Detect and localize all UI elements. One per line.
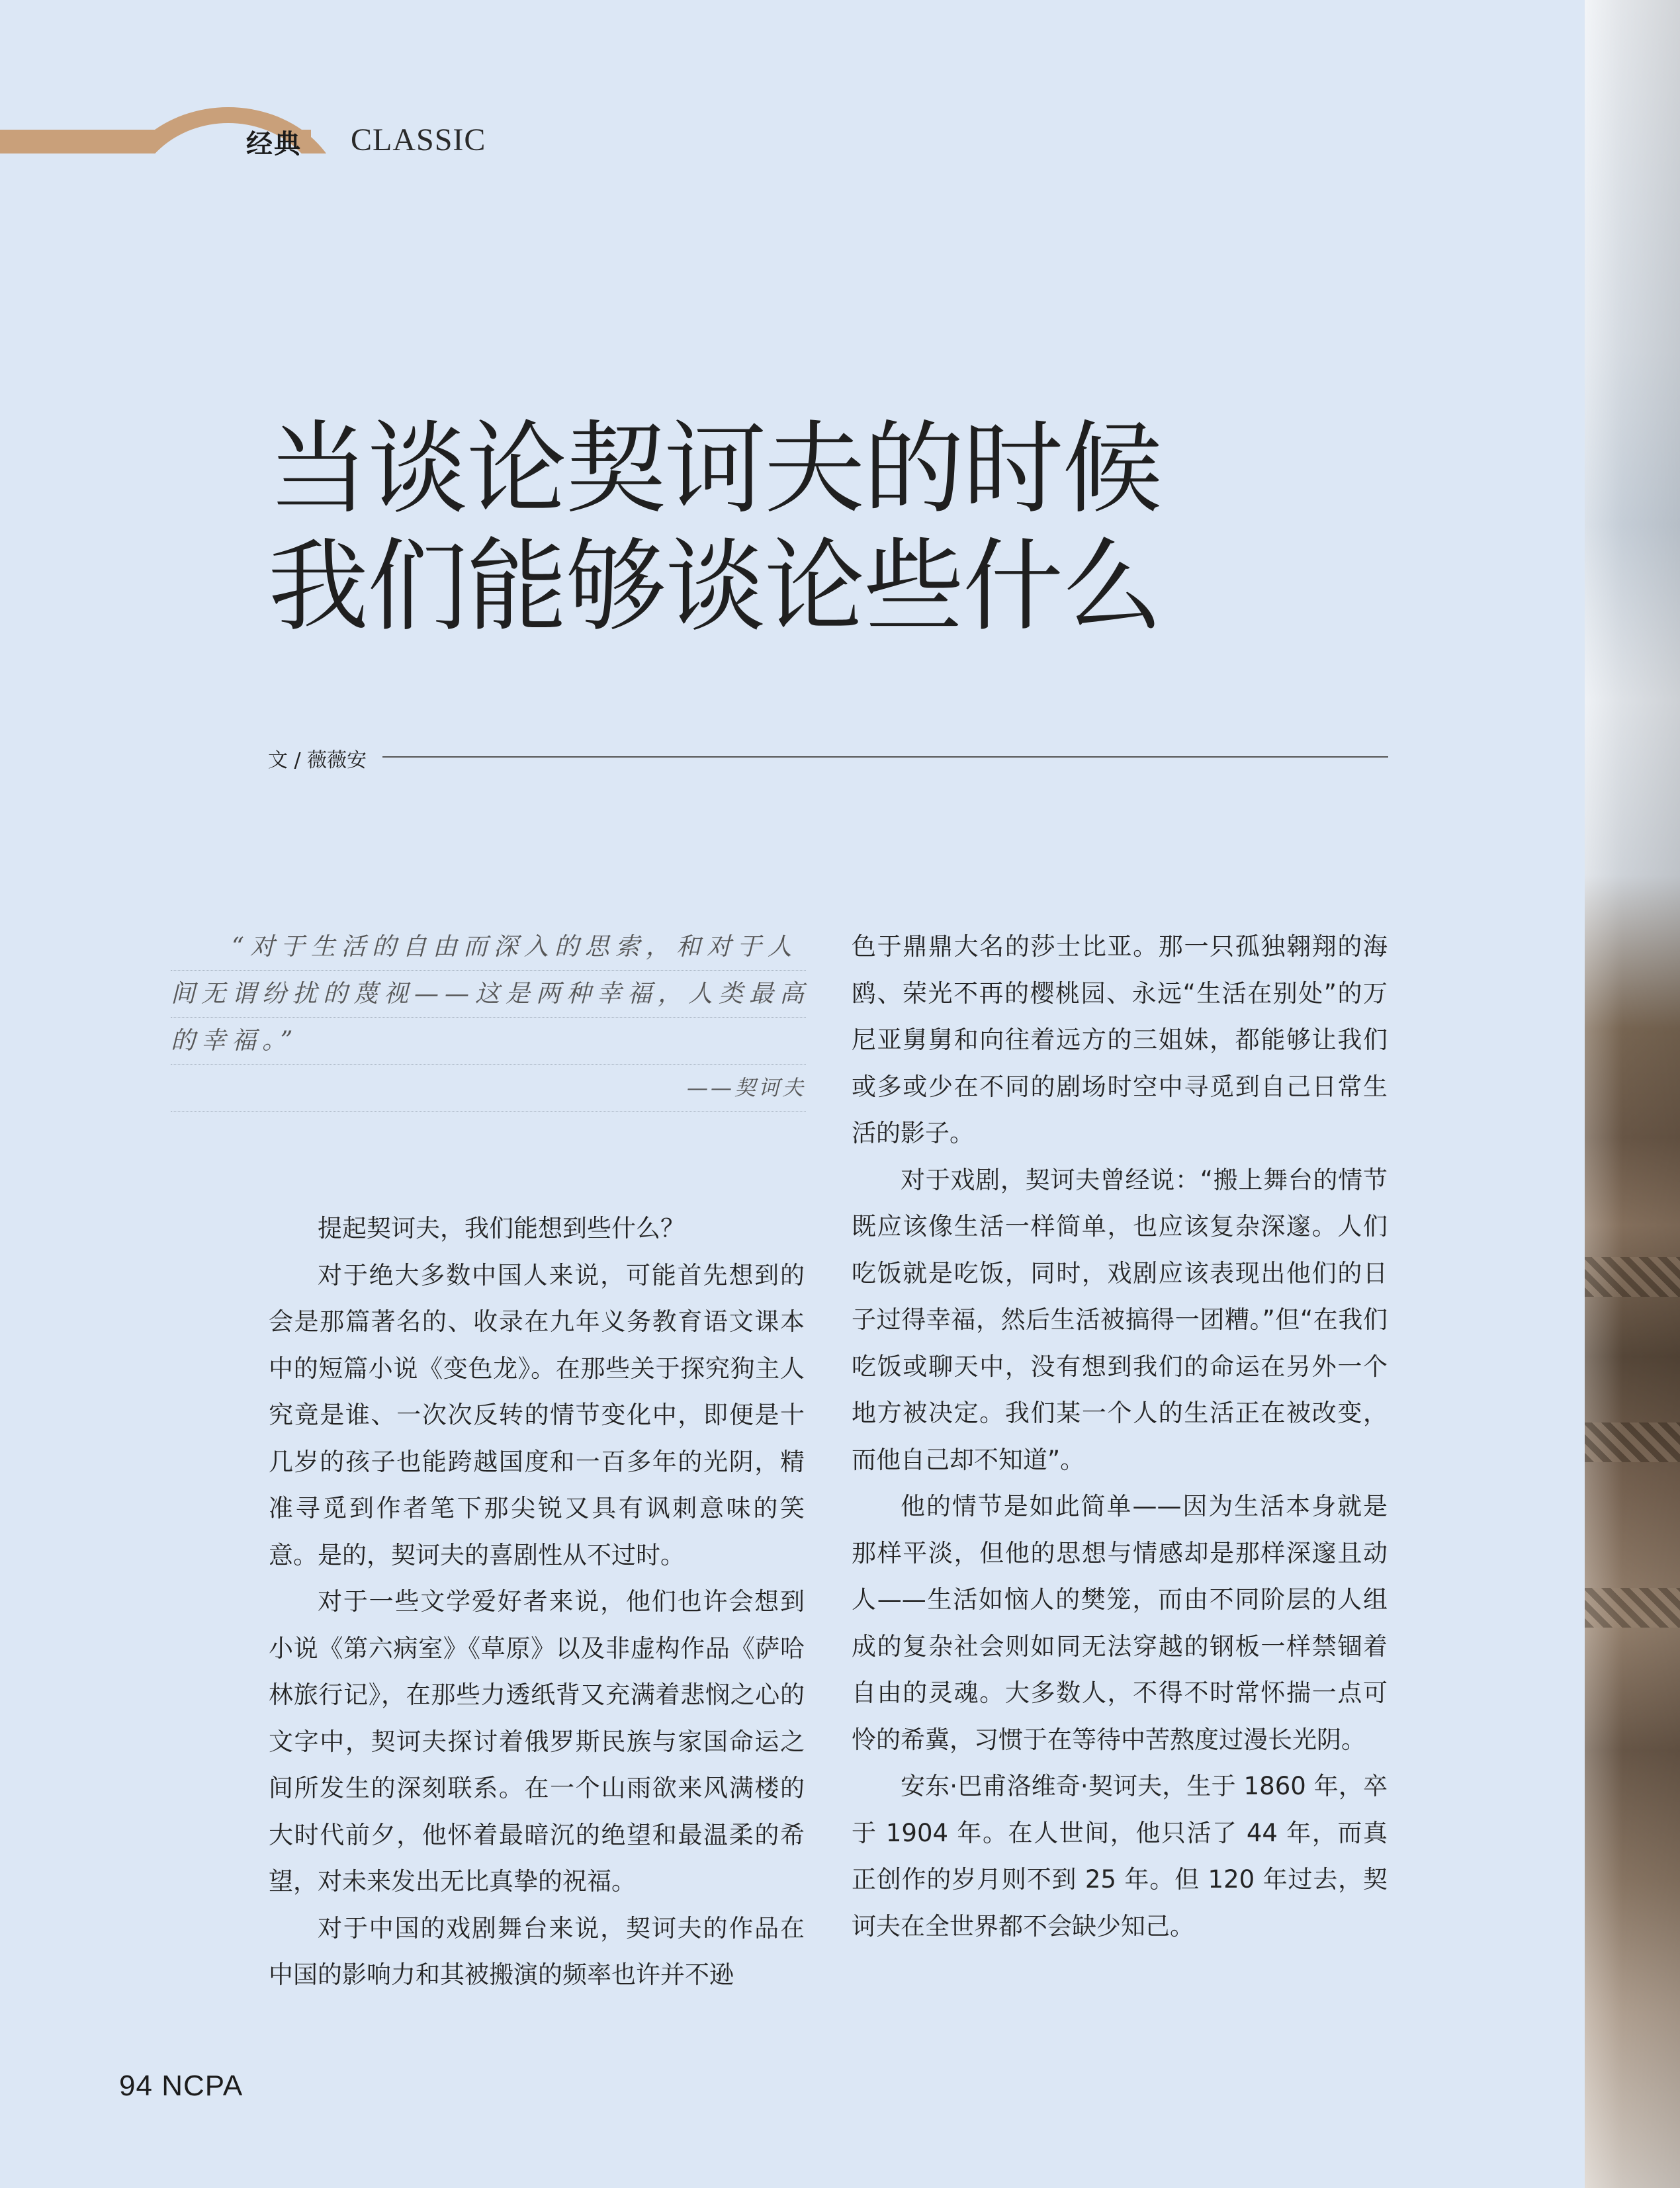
paragraph: 提起契诃夫，我们能想到些什么？	[318, 1214, 685, 1243]
paragraph: 对于戏剧，契诃夫曾经说：“搬上舞台的情节既应该像生活一样简单，也应该复杂深邃。人们吃饭就是吃饭，同时，戏剧应该表现出他们的日子过得幸福，然后生活被搞得一团糟。”但“在我们吃饭或聊天中，没有想到我们的命运在另外一个地方被决定。我们某一个人的生活正在被改变，而他自己却不知道”。	[852, 1165, 1388, 1474]
paragraph: 对于绝大多数中国人来说，可能首先想到的会是那篇著名的、收录在九年义务教育语文课本中的短篇小说《变色龙》。在那些关于探究狗主人究竟是谁、一次次反转的情节变化中，即便是十几岁的孩子也能跨越国度和一百多年的光阴，精准寻觅到作者笔下那尖锐又具有讽刺意味的笑意。是的，契诃夫的喜剧性从不过时。	[269, 1260, 805, 1569]
photo-carved-band	[1585, 1588, 1680, 1628]
paragraph: 对于中国的戏剧舞台来说，契诃夫的作品在中国的影响力和其被搬演的频率也许并不逊	[269, 1913, 805, 1989]
section-header-arch	[112, 107, 344, 206]
byline-rule	[382, 756, 1388, 758]
page-number: 94	[119, 2070, 153, 2102]
paragraph: 他的情节是如此简单——因为生活本身就是那样平淡，但他的思想与情感却是那样深邃且动人——生活如恼人的樊笼，而由不同阶层的人组成的复杂社会则如同无法穿越的钢板一样禁锢着自由的灵魂。大多数人，不得不时常怀揣一点可怜的希冀，习惯于在等待中苦熬度过漫长光阴。	[852, 1492, 1388, 1754]
photo-carved-band	[1585, 1257, 1680, 1297]
paragraph: 色于鼎鼎大名的莎士比亚。那一只孤独翱翔的海鸥、荣光不再的樱桃园、永远“生活在别处”的万尼亚舅舅和向往着远方的三姐妹，都能够让我们或多或少在不同的剧场时空中寻觅到自己日常生活的影子。	[852, 932, 1388, 1147]
article-title	[268, 410, 1260, 646]
title-line-2: 我们能够谈论些什么	[268, 528, 1161, 645]
photo-shade	[1585, 0, 1680, 2188]
magazine-name: NCPA	[161, 2070, 243, 2102]
body-column-left	[269, 1205, 805, 1999]
pull-quote	[171, 924, 810, 1112]
quote-line: “对于生活的自由而深入的思索，和对于人	[171, 924, 806, 971]
paragraph: 安东·巴甫洛维奇·契诃夫，生于 1860 年，卒于 1904 年。在人世间，他只活了 44 年，而真正创作的岁月则不到 25 年。但 120 年过去，契诃夫在全世界都不会缺少知己。	[852, 1772, 1388, 1941]
quote-line: 间无谓纷扰的蔑视——这是两种幸福，人类最高	[171, 971, 806, 1018]
section-label-en: CLASSIC	[351, 122, 486, 157]
quote-author: ——契诃夫	[171, 1065, 806, 1112]
byline: 文 / 薇薇安	[268, 749, 367, 772]
page-footer	[119, 2070, 243, 2103]
title-line-1: 当谈论契诃夫的时候	[268, 410, 1161, 527]
photo-carved-band	[1585, 1422, 1680, 1462]
side-photo	[1585, 0, 1680, 2188]
quote-line: 的幸福。”	[171, 1018, 806, 1065]
paragraph: 对于一些文学爱好者来说，他们也许会想到小说《第六病室》《草原》以及非虚构作品《萨哈林旅行记》，在那些力透纸背又充满着悲悯之心的文字中，契诃夫探讨着俄罗斯民族与家国命运之间所发生的深刻联系。在一个山雨欲来风满楼的大时代前夕，他怀着最暗沉的绝望和最温柔的希望，对未来发出无比真挚的祝福。	[269, 1587, 805, 1896]
body-column-right	[852, 924, 1388, 1950]
section-label-cn: 经典	[246, 129, 302, 159]
